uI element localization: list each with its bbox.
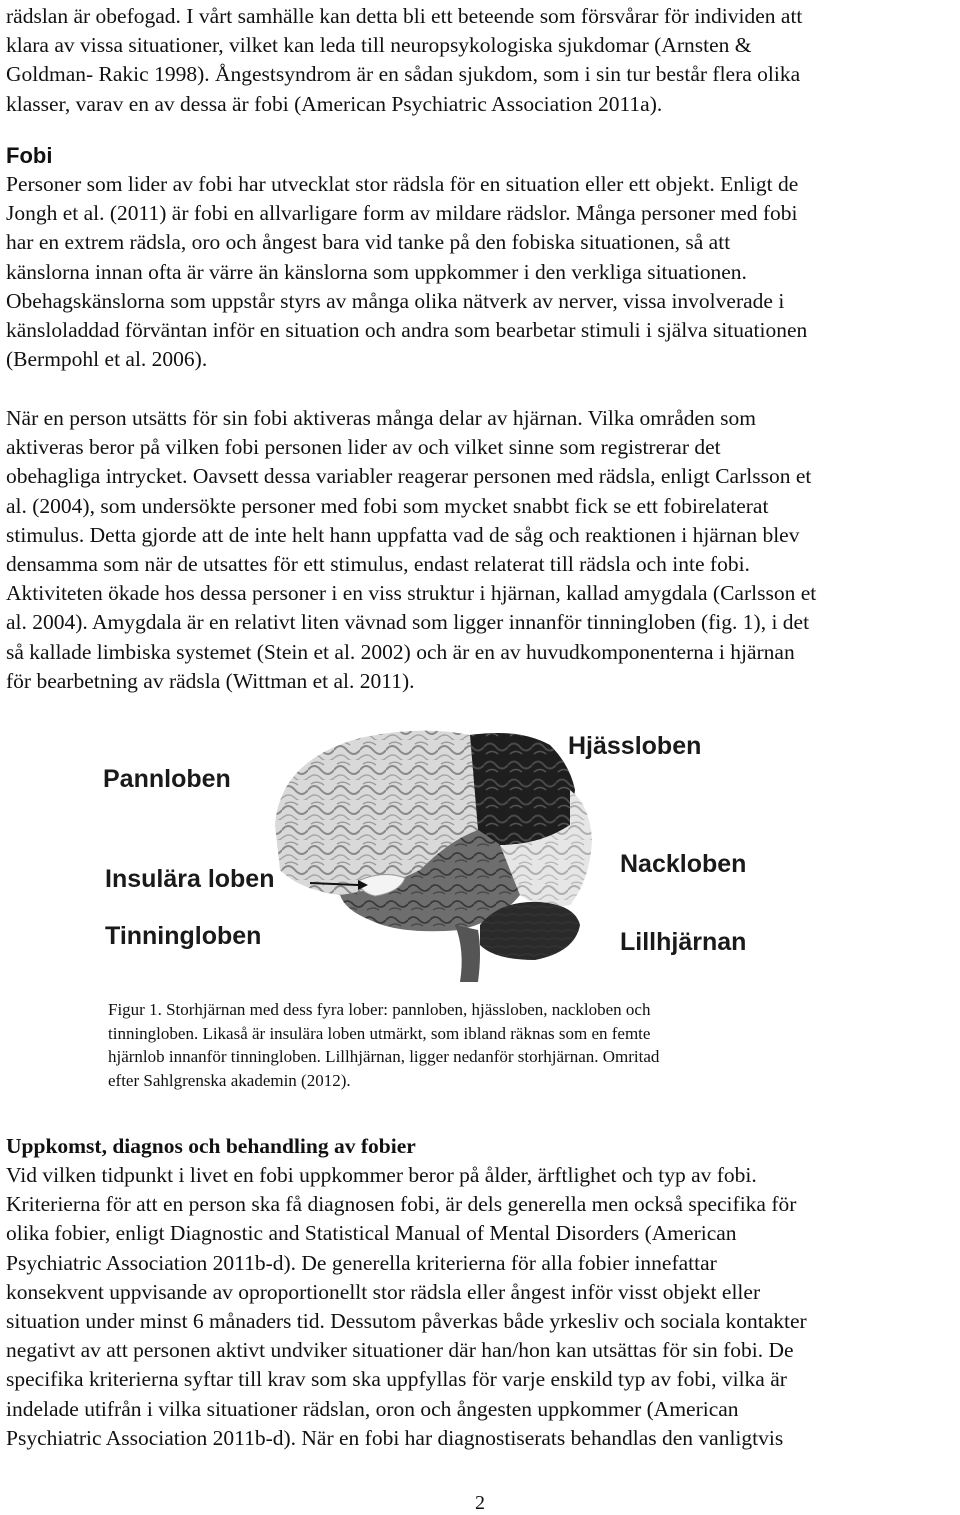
text-line: Vid vilken tidpunkt i livet en fobi uppkommer beror på ålder, ärftlighet och typ av fobi. — [6, 1163, 757, 1187]
text-line: Psychiatric Association 2011b-d). De generella kriterierna för alla fobier innefattar — [6, 1250, 717, 1275]
brain-paragraph — [6, 404, 954, 696]
text-line: situation under minst 6 månaders tid. Dessutom påverkas både yrkesliv och sociala kontakter — [6, 1309, 807, 1334]
fobi-paragraph — [6, 170, 954, 374]
label-insulara-loben: Insulära loben — [105, 865, 275, 893]
caption-line: tinningloben. Likaså är insulära loben utmärkt, som ibland räknas som en femte — [108, 1023, 651, 1043]
text-line: Jongh et al. (2011) är fobi en allvarligare form av mildare rädslor. Många personer med fobi — [6, 201, 798, 226]
brain-figure — [100, 720, 760, 985]
figure-caption — [108, 998, 828, 1092]
text-line: rädslan är obefogad. I vårt samhälle kan detta bli ett beteende som försvårar för individen att — [6, 4, 803, 28]
text-line: känsloladdad förväntan inför en situation och andra som bearbetar stimuli i själva situationen — [6, 318, 808, 343]
text-line: Goldman- Rakic 1998). Ångestsyndrom är en sådan sjukdom, som i sin tur består flera olika — [6, 62, 801, 87]
text-line: aktiveras beror på vilken fobi personen lider av och vilket sinne som registrerar det — [6, 435, 721, 460]
text-line: klasser, varav en av dessa är fobi (American Psychiatric Association 2011a). — [6, 91, 663, 116]
label-tinningloben: Tinningloben — [105, 922, 262, 950]
label-pannloben: Pannloben — [103, 765, 231, 793]
text-line: indelade utifrån i vilka situationer rädslan, oron och ångesten uppkommer (American — [6, 1396, 739, 1421]
text-line: har en extrem rädsla, oro och ångest bara vid tanke på den fobiska situationen, så att — [6, 230, 731, 255]
text-line: (Bermpohl et al. 2006). — [6, 347, 208, 372]
text-line: Aktiviteten ökade hos dessa personer i en viss struktur i hjärnan, kallad amygdala (Carlsson et — [6, 581, 817, 606]
text-line: obehagliga intrycket. Oavsett dessa variabler reagerar personen med rädsla, enligt Carlsson et — [6, 464, 812, 489]
section-heading-uppkomst: Uppkomst, diagnos och behandling av fobier — [6, 1134, 416, 1158]
text-line: Psychiatric Association 2011b-d). När en fobi har diagnostiserats behandlas den vanligtvis — [6, 1425, 784, 1450]
text-line: negativt av att personen aktivt undviker situationer där han/hon kan utsättas för sin fobi. De — [6, 1338, 794, 1363]
text-line: så kallade limbiska systemet (Stein et al. 2002) och är en av huvudkomponenterna i hjärnan — [6, 639, 795, 664]
text-line: olika fobier, enligt Diagnostic and Statistical Manual of Mental Disorders (American — [6, 1221, 737, 1246]
uppkomst-paragraph — [6, 1161, 954, 1453]
text-line: specifika kriterierna syftar till krav som ska uppfyllas för varje enskild typ av fobi, vilka är — [6, 1367, 787, 1392]
label-lillhjarnan: Lillhjärnan — [620, 928, 747, 956]
text-line: stimulus. Detta gjorde att de inte helt hann uppfatta vad de såg och reaktionen i hjärnan blev — [6, 522, 800, 547]
page-number: 2 — [475, 1492, 485, 1514]
text-line: densamma som när de utsattes för ett stimulus, endast relaterat till rädsla och inte fobi. — [6, 552, 750, 577]
brain-stem-shape — [455, 925, 480, 982]
text-line: Kriterierna för att en person ska få diagnosen fobi, är dels generella men också specifika för — [6, 1192, 797, 1217]
caption-line: hjärnlob innanför tinningloben. Lillhjärnan, ligger nedanför storhjärnan. Omritad — [108, 1047, 660, 1066]
text-line: När en person utsätts för sin fobi aktiveras många delar av hjärnan. Vilka områden som — [6, 406, 756, 430]
text-line: Obehagskänslorna som uppstår styrs av många olika nätverk av nerver, vissa involverade i — [6, 288, 785, 313]
text-line: klara av vissa situationer, vilket kan leda till neuropsykologiska sjukdomar (Arnsten & — [6, 33, 752, 58]
text-line: al. 2004). Amygdala är en relativt liten vävnad som ligger innanför tinningloben (fig. 1), i det — [6, 610, 810, 635]
label-hjassloben: Hjässloben — [568, 732, 702, 760]
section-heading-fobi: Fobi — [6, 143, 53, 168]
intro-paragraph — [6, 2, 954, 119]
caption-line: efter Sahlgrenska akademin (2012). — [108, 1070, 351, 1090]
label-nackloben: Nackloben — [620, 850, 747, 878]
text-line: al. (2004), som undersökte personer med fobi som mycket snabbt fick se ett fobirelaterat — [6, 493, 769, 518]
text-line: konsekvent uppvisande av oproportionellt stor rädsla eller ångest inför visst objekt eller — [6, 1279, 761, 1304]
text-line: känslorna innan ofta är värre än känslorna som uppkommer i den verkliga situationen. — [6, 259, 747, 284]
text-line: för bearbetning av rädsla (Wittman et al. 2011). — [6, 668, 415, 693]
text-line: Personer som lider av fobi har utvecklat stor rädsla för en situation eller ett objekt. Enligt de — [6, 172, 799, 196]
caption-line: Figur 1. Storhjärnan med dess fyra lober: pannloben, hjässloben, nackloben och — [108, 1000, 651, 1019]
